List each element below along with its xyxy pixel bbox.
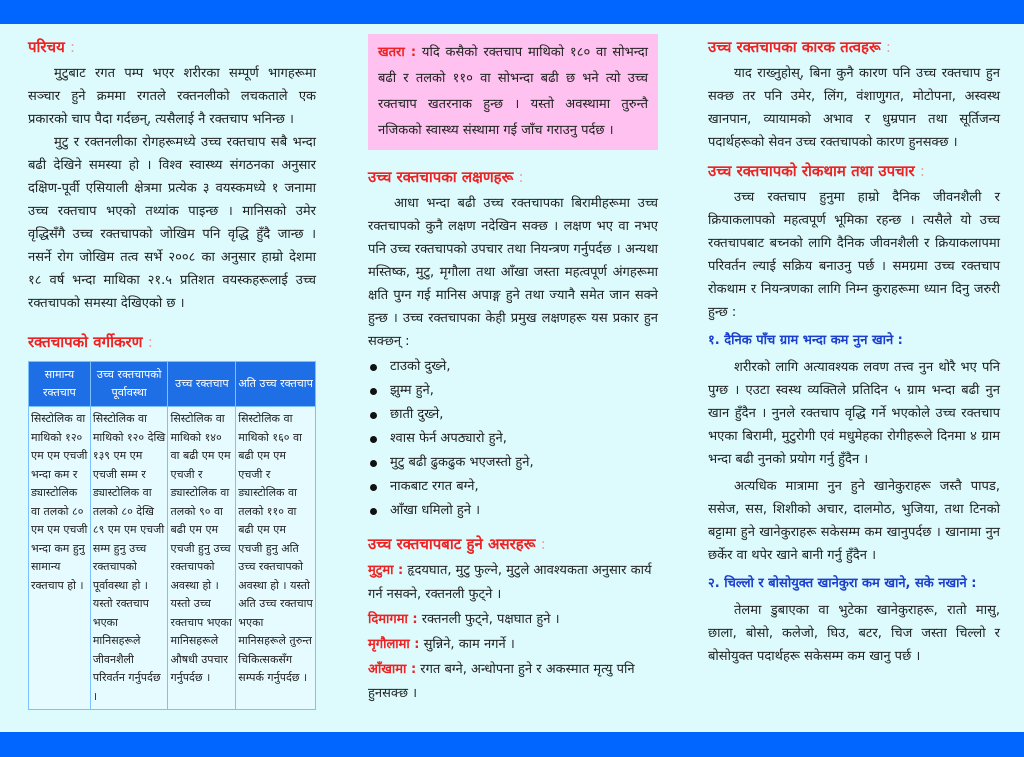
prevention-paragraph: उच्च रक्तचाप हुनुमा हाम्रो दैनिक जीवनशैली र क्रियाकलापको महत्वपूर्ण भूमिका रहन्छ । त्यसैले यो उच्च रक्तचापबाट बच्नको लागि दैनिक जीवनशैली र क्रियाकलापमा परिवर्तन ल्याई सक्रिय बनाउनु पर्छ । समग्रमा उच्च रक्तचाप रोकथाम र नियन्त्रणका लागि निम्न कुराहरूमा ध्यान दिनु जरुरी हुन्छ : [708,190,1000,320]
effect-label: दिमागमा : [368,612,418,627]
colon: : [885,38,891,56]
effects-heading [368,531,658,557]
classification-heading [28,329,316,355]
list-item [368,451,658,475]
prevention-heading [708,158,1000,184]
causes-heading [708,34,1000,60]
bottom-banner [0,732,1024,757]
point2-heading: २. चिल्लो र बोसोयुक्त खानेकुरा कम खाने, सके नखाने : [708,576,977,591]
colon: : [919,162,925,180]
intro-heading [28,34,316,60]
intro-title: परिचय [28,38,65,56]
bullet-icon [370,388,377,395]
bullet-icon [370,412,377,419]
table-header: उच्च रक्तचापको पूर्वावस्था [90,362,168,407]
bullet-icon [370,484,377,491]
table-cell: सिस्टोलिक वा माथिको १४० वा बढी एम एम एचजी र ड्यास्टोलिक वा तलको ९० वा बढी एम एम एचजी हुनु उच्च रक्तचापको अवस्था हो । यस्तो उच्च रक्तचाप भएका मानिसहरूले औषधी उपचार गर्नुपर्दछ । [168,407,236,710]
symptoms-title: उच्च रक्तचापका लक्षणहरू [368,168,514,186]
list-item [368,355,658,379]
column-right [708,34,1000,668]
table-header: अति उच्च रक्तचाप [236,362,316,407]
table-row [29,407,316,710]
list-item-text: छाती दुख्ने, [390,407,444,422]
effect-item [368,658,658,706]
effect-label: मृगौलामा : [368,637,420,652]
list-item-text: श्वास फेर्न अपठ्यारो हुने, [390,431,507,446]
effect-item [368,559,658,607]
intro-paragraph: मुटु र रक्तनलीका रोगहरूमध्ये उच्च रक्तचाप सबै भन्दा बढी देखिने समस्या हो । विश्व स्वास्थ्य संगठनका अनुसार दक्षिण-पूर्वी एसियाली क्षेत्रमा प्रत्येक ३ वयस्कमध्ये १ जनामा उच्च रक्तचाप भएको तथ्यांक पाइन्छ । मानिसको उमेर वृद्धिसँगै उच्च रक्तचापको जोखिम पनि वृद्धि हुँदै जान्छ । नसर्ने रोग जोखिम तत्व सर्भे २००८ का अनुसार हाम्रो देशमा १८ वर्ष भन्दा माथिका २१.५ प्रतिशत वयस्कहरूलाई उच्च रक्तचापको समस्या देखिएको छ । [28,135,316,311]
point1-heading: १. दैनिक पाँच ग्राम भन्दा कम नुन खाने : [708,333,903,348]
list-item-text: टाउको दुख्ने, [390,359,451,374]
list-item-text: नाकबाट रगत बग्ने, [390,479,479,494]
effect-label: मुटुमा : [368,563,404,578]
list-item-text: झुम्म हुने, [390,383,434,398]
symptoms-list [368,355,658,523]
causes-title: उच्च रक्तचापका कारक तत्वहरू [708,38,881,56]
list-item-text: मुटु बढी ढुकढुक भएजस्तो हुने, [390,455,534,470]
list-item [368,499,658,523]
bullet-icon [370,460,377,467]
effect-item [368,633,658,657]
table-cell: सिस्टोलिक वा माथिको १२० एम एम एचजी भन्दा कम र ड्यास्टोलिक वा तलको ८० एम एम एचजी भन्दा कम हुनु सामान्य रक्तचाप हो । [29,407,91,710]
point1-paragraph: अत्यधिक मात्रामा नुन हुने खानेकुराहरू जस्तै पापड, ससेज, सस, शिशीको अचार, दालमोठ, भुजिया, तथा टिनको बट्टामा हुने खानेकुराहरू सकेसम्म कम खानुपर्दछ । खानामा नुन छर्केर वा थपेर खाने बानी गर्नु हुँदैन । [708,479,1000,563]
table-cell: सिस्टोलिक वा माथिको १६० वा बढी एम एम एचजी र ड्यास्टोलिक वा तलको ११० वा बढी एम एम एचजी हुनु अति उच्च रक्तचापको अवस्था हो । यस्तो अति उच्च रक्तचाप भएका मानिसहरूले तुरुन्त चिकित्सकसँग सम्पर्क गर्नुपर्दछ । [236,407,316,710]
column-left [28,34,316,710]
list-item [368,379,658,403]
list-item [368,475,658,499]
point2-paragraph: तेलमा डुबाएका वा भुटेका खानेकुराहरू, रातो मासु, छाला, बोसो, कलेजो, घिउ, बटर, चिज जस्ता चिल्लो र बोसोयुक्त पदार्थहरू सकेसम्म कम खानु पर्छ । [708,603,1000,664]
list-item [368,403,658,427]
bullet-icon [370,436,377,443]
prevention-title: उच्च रक्तचापको रोकथाम तथा उपचार [708,162,915,180]
danger-box [368,34,658,150]
colon: : [70,38,76,56]
classification-table [28,361,316,710]
classification-title: रक्तचापको वर्गीकरण [28,333,143,351]
column-middle [368,34,658,707]
bullet-icon [370,508,377,515]
list-item [368,427,658,451]
point1-paragraph: शरीरको लागि अत्यावश्यक लवण तत्त्व नुन थोरै भए पनि पुग्छ । एउटा स्वस्थ व्यक्तिले प्रतिदिन ५ ग्राम भन्दा बढी नुन खान हुँदैन । नुनले रक्तचाप वृद्धि गर्ने भएकोले उच्च रक्तचाप भएका बिरामी, मुटुरोगी एवं मधुमेहका रोगीहरूले दिनमा ४ ग्राम भन्दा बढी नुनको प्रयोग गर्नु हुँदैन । [708,360,1000,467]
table-header-row [29,362,316,407]
danger-text: यदि कसैको रक्तचाप माथिको १८० वा सोभन्दा बढी र तलको ११० वा सोभन्दा बढी छ भने त्यो उच्च रक्तचाप खतरनाक हुन्छ । यस्तो अवस्थामा तुरुन्तै नजिकको स्वास्थ्य संस्थामा गई जाँच गराउनु पर्दछ । [378,45,648,138]
colon: : [147,333,153,351]
effects-title: उच्च रक्तचापबाट हुने असरहरू [368,535,536,553]
bullet-icon [370,364,377,371]
intro-paragraph: मुटुबाट रगत पम्प भएर शरीरका सम्पूर्ण भागहरूमा सञ्चार हुने क्रममा रगतले रक्तनलीको लचकताले एक प्रकारको चाप पैदा गर्दछन्, त्यसैलाई नै रक्तचाप भनिन्छ । [28,66,316,127]
colon: : [540,535,546,553]
colon: : [518,168,524,186]
table-header: सामान्य रक्तचाप [29,362,91,407]
effect-label: आँखामा : [368,662,417,677]
table-cell: सिस्टोलिक वा माथिको १२० देखि १३९ एम एम एचजी सम्म र ड्यास्टोलिक वा तलको ८० देखि ८९ एम एम एचजी सम्म हुनु उच्च रक्तचापको पूर्वावस्था हो । यस्तो रक्तचाप भएका मानिसहरूले जीवनशैली परिवर्तन गर्नुपर्दछ । [90,407,168,710]
effect-text: रक्तनली फुट्ने, पक्षघात हुने । [417,612,560,627]
top-banner [0,0,1024,24]
list-item-text: आँखा धमिलो हुने । [390,503,481,518]
effect-item [368,608,658,632]
effect-text: सुन्निने, काम नगर्ने । [419,637,515,652]
table-header: उच्च रक्तचाप [168,362,236,407]
effect-text: हृदयघात, मुटु फुल्ने, मुटुले आवश्यकता अनुसार कार्य गर्न नसक्ने, रक्तनली फुट्ने । [368,563,652,602]
effect-text: रगत बग्ने, अन्धोपना हुने र अकस्मात मृत्यु पनि हुनसक्छ । [368,662,635,701]
symptoms-paragraph: आधा भन्दा बढी उच्च रक्तचापका बिरामीहरूमा उच्च रक्तचापको कुनै लक्षण नदेखिन सक्छ । लक्षण भए वा नभए पनि उच्च रक्तचापको उपचार तथा नियन्त्रण गर्नुपर्दछ । अन्यथा मस्तिष्क, मुटु, मृगौला तथा आँखा जस्ता महत्वपूर्ण अंगहरूमा क्षति पुग्न गई मानिस अपाङ्ग हुने तथा ज्यानै समेत जान सक्ने हुन्छ । उच्च रक्तचापका केही प्रमुख लक्षणहरू यस प्रकार हुन सक्छन् : [368,196,658,349]
causes-paragraph: याद राख्नुहोस्, बिना कुनै कारण पनि उच्च रक्तचाप हुन सक्छ तर पनि उमेर, लिंग, वंशाणुगत, मोटोपना, अस्वस्थ खानपान, व्यायामको अभाव र धुम्रपान तथा सूर्तिजन्य पदार्थहरूको सेवन उच्च रक्तचापको कारण हुनसक्छ । [708,66,1000,150]
danger-label: खतरा : [378,45,417,60]
symptoms-heading [368,164,658,190]
